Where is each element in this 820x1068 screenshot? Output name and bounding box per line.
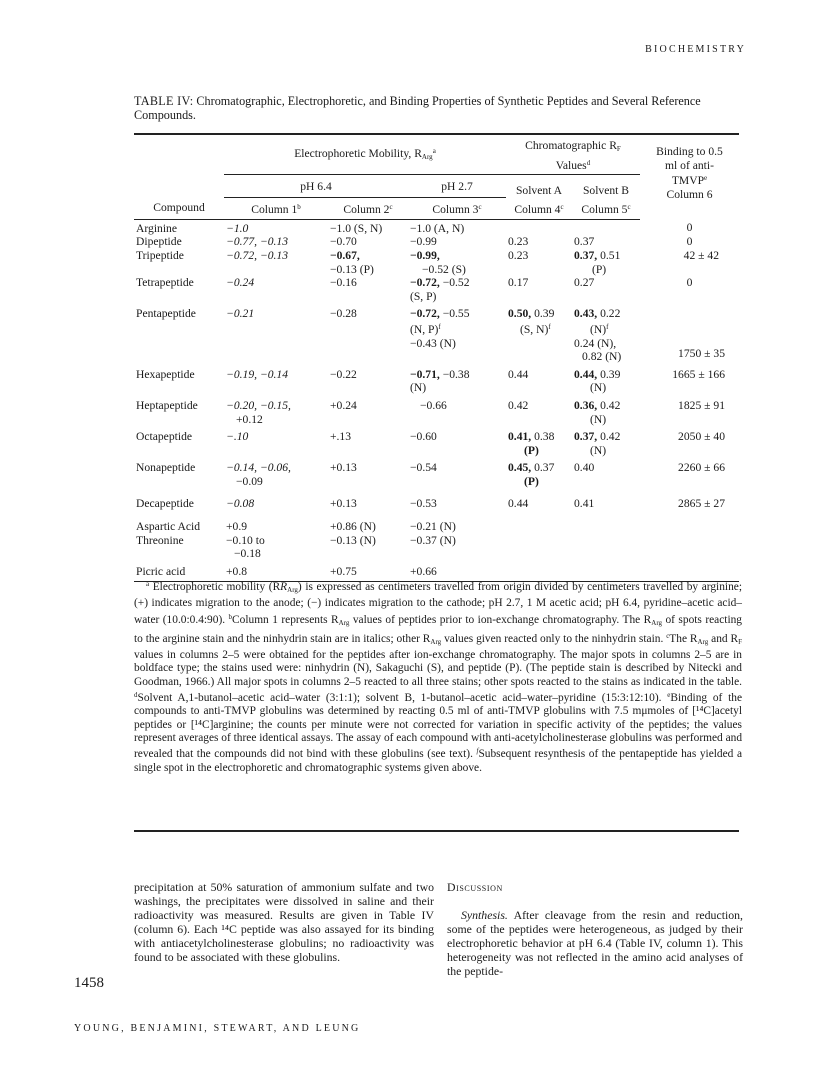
table-row: Decapeptide −0.08 +0.13 −0.53 0.44 0.41 2865 ± 27 [136,496,725,510]
table-row: Arginine −1.0 −1.0 (S, N) −1.0 (A, N) 0 [136,221,693,235]
column5-header: Column 5$^c$ [572,198,640,220]
solvent-a-header: Solvent A [515,184,563,198]
table-row: Nonapeptide −0.14, −0.06, −0.09 +0.13 −0.54 0.45, 0.37 (P) 0.40 2260 ± 66 [136,461,725,488]
table-label: TABLE IV: [134,94,194,108]
column1-header: Column 1$^b$ [224,198,328,220]
column3-header: Column 3$^c$ [408,198,506,220]
table-iv [134,139,739,582]
table-row: Dipeptide −0.77, −0.13 −0.70 −0.99 0.23 0.37 0 [136,235,693,249]
table-row: Tripeptide −0.72, −0.13 −0.67, −0.13 (P) −0.99, −0.52 (S) 0.23 0.37, 0.51 (P) 42 ± 42 [136,249,719,276]
body-paragraph: precipitation at 50% saturation of ammonium sulfate and two washings, the precipitates were dissolved in saline and their radioactivity was measured. Results are given in Table IV (column 6). Each ¹⁴C peptide was also assayed for its binding with antiacetylcholinesterase globulins; no radioactivity was found to be associated with these globulins. [134,880,434,965]
table-row: Tetrapeptide −0.24 −0.16 −0.72, −0.52 (S, P) 0.17 0.27 0 [136,276,693,303]
table-row: Hexapeptide −0.19, −0.14 −0.22 −0.71, −0.38 (N) 0.44 0.44, 0.39 (N) 1665 ± 166 [136,367,725,395]
body-column-right [447,880,743,979]
body-paragraph: Synthesis. After cleavage from the resin and reduction, some of the peptides were heterogeneous, as judged by their electrophoretic behavior at pH 6.4 (Table IV, column 1). This heterogeneity was not reflected in the amino acid analyses of the peptide- [447,908,743,979]
chrom-group-header: Chromatographic $R_F$ Values$^d$ [506,139,640,175]
table-row: Aspartic Acid +0.9 +0.86 (N) −0.21 (N) [136,520,456,534]
electro-group-header: Electrophoretic Mobility, $R_{Arg}^a$ [224,139,506,175]
running-footer: YOUNG, BENJAMINI, STEWART, AND LEUNG [74,1023,361,1034]
table-row: Octapeptide −.10 +.13 −0.60 0.41, 0.38 (P) 0.37, 0.42 (N) 2050 ± 40 [136,430,725,457]
table-caption [134,94,750,122]
running-head: BIOCHEMISTRY [645,44,746,55]
table-row: Threonine −0.10 to −0.18 −0.13 (N) −0.37 (N) [136,533,456,561]
table-footnotes: $^a$ Electrophoretic mobility $(RR_{Arg})$ is expressed as centimeters travelled from origin divided by centimeters travelled by arginine; (+) indicates migration to the anode; (−) indicates migration to the cathode; pH 2.7, 1 M acetic acid; pH 6.4, pyridine–acetic acid–water (10.0:0.4:90). $^b$Column 1 represents $R_{Arg}$ values of peptides prior to ion-exchange chromatography. The $R_{Arg}$ of spots reacting to the arginine stain and the ninhydrin stain are in italics; other $R_{Arg}$ values given reacted only to the ninhydrin stain. $^c$The $R_{Arg}$ and $R_F$ values in columns 2–5 were obtained for the peptides after ion-exchange chromatography. The major spots in columns 2–5 are in boldface type; the stains used were: ninhydrin (N), Sakaguchi (S), and peptide (P). (The peptide stain is described by Nitecki and Goodman, 1966.) All major spots in columns 2–5 reacted to all three stains; other spots reacted to the stains as indicated in the table. $^d$Solvent A,1-butanol–acetic acid–water (3:1:1); solvent B, 1-butanol–acetic acid–water–pyridine (15:3:12:10). $^e$Binding of the compounds to anti-TMVP globulins was determined by reacting 0.5 ml of anti-TMVP globulins with 7.5 mμmoles of [¹⁴C]acetyl peptides or [¹⁴C]arginine; the counts per minute were not corrected for variation in specific activity of the peptides; the values represent averages of three identical assays. The assay of each compound with anti-acetylcholinesterase globulins was performed and revealed that the compounds did not bind with these globulins (see text). $^f$Subsequent resynthesis of the pentapeptide has yielded a single spot in the electrophoretic and chromatographic systems given above. [134,580,743,774]
table-row: Heptapeptide −0.20, −0.15, +0.12 +0.24 −0.66 0.42 0.36, 0.42 (N) 1825 ± 91 [136,399,725,426]
ph64-header: pH 6.4 [224,175,408,198]
column4-header: Column 4$^c$ [506,198,572,220]
table-row: Picric acid +0.8 +0.75 +0.66 [134,561,739,581]
solvent-b-header: Solvent B [582,184,630,198]
body-column-left [134,880,434,965]
section-heading: Discussion [447,880,503,894]
table-caption-text: Chromatographic, Electrophoretic, and Binding Properties of Synthetic Peptides and Several Reference Compounds. [134,94,701,122]
column2-header: Column 2$^c$ [328,198,408,220]
table-top-rule [134,133,739,135]
table-bottom-rule [134,830,739,832]
ph27-header: pH 2.7 [408,175,506,198]
table-row: Pentapeptide −0.21 −0.28 −0.72, −0.55 (N, P)$^f$ −0.43 (N) 0.50, 0.39 (S, N)$^f$ 0.43, 0.22 $(N)^f$ 0.24 (N), 0.82 (N) 1750 ± 35 [136,307,725,364]
compound-header: Compound [134,198,224,220]
binding-header: Binding to 0.5 ml of anti- TMVP$^e$ Column 6 [656,145,723,201]
page-number: 1458 [74,975,104,991]
